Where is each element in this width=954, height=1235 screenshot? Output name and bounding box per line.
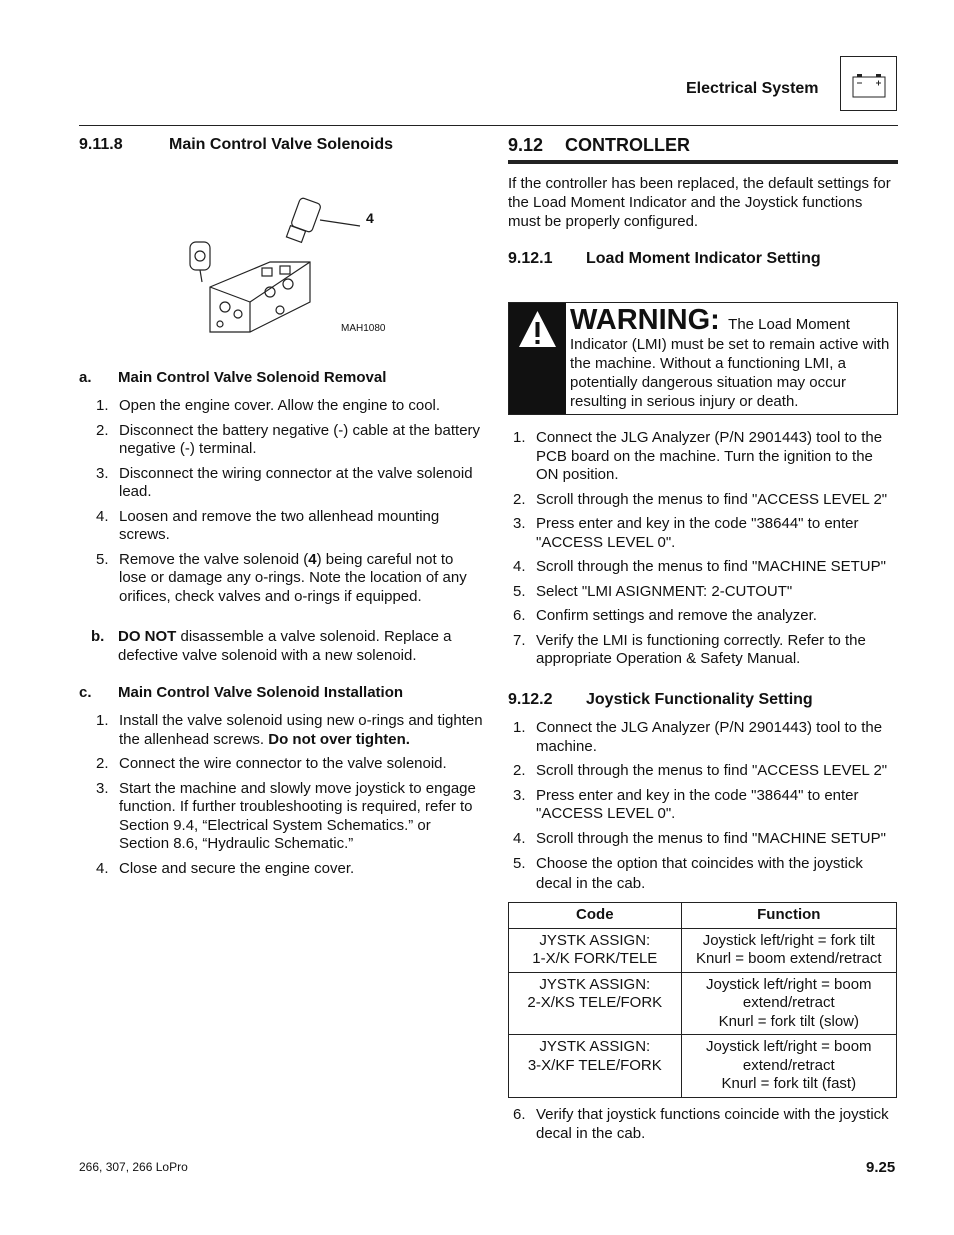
list-item: 1. Connect the JLG Analyzer (P/N 2901443) tool to the PCB board on the machine. Turn the ignition to the ON position. xyxy=(513,429,883,483)
step-text: Connect the JLG Analyzer (P/N 2901443) tool to the PCB board on the machine. Turn the ignition to the ON position. xyxy=(536,429,883,483)
step-text: Select "LMI ASIGNMENT: 2-CUTOUT" xyxy=(536,582,793,600)
section-heading-9-11-8 xyxy=(79,136,484,154)
note-b-label: b. xyxy=(91,628,105,645)
list-item: 3. Disconnect the wiring connector at the valve solenoid lead. xyxy=(96,464,473,500)
footer-models: 266, 307, 266 LoPro xyxy=(79,1160,188,1174)
step-text: Press enter and key in the code "38644" to enter "ACCESS LEVEL 0". xyxy=(536,786,859,822)
section-rule xyxy=(508,160,898,164)
warning-box xyxy=(508,302,898,415)
list-item: 4. Scroll through the menus to find "MACHINE SETUP" xyxy=(513,558,886,575)
section-title: CONTROLLER xyxy=(565,135,690,155)
removal-label: a. xyxy=(79,369,92,386)
list-item: 1. Install the valve solenoid using new o-rings and tighten the allenhead screws. Do not over tighten. xyxy=(96,712,483,748)
lmi-title: Load Moment Indicator Setting xyxy=(586,250,821,267)
cell-line: Joystick left/right = fork tilt xyxy=(702,931,875,949)
install-title: Main Control Valve Solenoid Installation xyxy=(118,684,404,701)
cell-line: 3-X/KF TELE/FORK xyxy=(527,1056,662,1074)
code-cell xyxy=(509,1035,682,1098)
cell-line: extend/retract xyxy=(742,994,835,1011)
install-heading xyxy=(79,684,484,701)
table-row xyxy=(509,1035,897,1098)
list-item: 4. Scroll through the menus to find "MACHINE SETUP" xyxy=(513,829,886,847)
step-text: Choose the option that coincides with the joystick decal in the cab. xyxy=(536,855,863,892)
joystick-steps xyxy=(508,719,898,894)
cell-line: JYSTK ASSIGN: xyxy=(539,931,651,949)
step-text: Verify that joystick functions coincide with the joystick decal in the cab. xyxy=(536,1106,889,1142)
cell-line: Joystick left/right = boom xyxy=(706,1038,872,1055)
step-text: Disconnect the battery negative (-) cable at the battery negative (-) terminal. xyxy=(119,421,481,457)
table-header-function: Function xyxy=(681,903,896,929)
list-item: 4. Loosen and remove the two allenhead mounting screws. xyxy=(96,507,440,543)
warning-word: WARNING: xyxy=(570,304,720,336)
step-text: Start the machine and slowly move joystick to engage function. If further troubleshooting is required, refer to Section 9.4, “Electrical System Schematics.” or Section 8.6, “Hydraulic Schematic.” xyxy=(119,779,476,852)
cell-line: Knurl = fork tilt (slow) xyxy=(718,1012,860,1030)
list-item: 7. Verify the LMI is functioning correctly. Refer to the appropriate Operation & Safety Manual. xyxy=(513,631,866,667)
warning-text-block xyxy=(570,305,895,411)
controller-intro: If the controller has been replaced, the default settings for the Load Moment Indicator and the Joystick functions must be properly configured. xyxy=(508,175,891,230)
note-b xyxy=(79,627,484,665)
step-text: Scroll through the menus to find "ACCESS LEVEL 2" xyxy=(536,490,888,508)
step-text: Press enter and key in the code "38644" to enter "ACCESS LEVEL 0". xyxy=(536,515,859,551)
cell-line: Knurl = fork tilt (fast) xyxy=(721,1075,857,1092)
cell-line: JYSTK ASSIGN: xyxy=(539,1038,651,1055)
lmi-number: 9.12.1 xyxy=(508,250,553,267)
list-item: 2. Disconnect the battery negative (-) cable at the battery negative (-) terminal. xyxy=(96,421,481,457)
step-text: Open the engine cover. Allow the engine to cool. xyxy=(119,397,441,414)
removal-steps xyxy=(79,397,484,606)
note-b-bold: DO NOT xyxy=(118,628,177,645)
joystick-title: Joystick Functionality Setting xyxy=(586,691,813,708)
table-header-code: Code xyxy=(509,903,682,929)
step-text: Loosen and remove the two allenhead mounting screws. xyxy=(119,507,440,543)
step-text: Scroll through the menus to find "MACHINE SETUP" xyxy=(536,558,886,575)
section-heading-9-12 xyxy=(508,135,898,156)
cell-line: extend/retract xyxy=(742,1056,835,1074)
figure-callout: 4 xyxy=(366,210,374,226)
battery-icon xyxy=(841,57,896,110)
list-item: 5. Select "LMI ASIGNMENT: 2-CUTOUT" xyxy=(513,582,793,600)
list-item: 6. Verify that joystick functions coincide with the joystick decal in the cab. xyxy=(513,1106,889,1142)
list-item: 3. Press enter and key in the code "38644" to enter "ACCESS LEVEL 0". xyxy=(513,515,859,551)
list-item: 2. Scroll through the menus to find "ACCESS LEVEL 2" xyxy=(513,490,888,508)
step-text: Scroll through the menus to find "MACHINE SETUP" xyxy=(536,829,886,847)
list-item: 4. Close and secure the engine cover. xyxy=(96,859,355,877)
cell-line: 1-X/K FORK/TELE xyxy=(532,950,658,967)
cell-line: Knurl = boom extend/retract xyxy=(696,950,882,967)
lmi-steps xyxy=(508,429,898,669)
lmi-heading xyxy=(508,250,898,268)
header-rule xyxy=(79,125,898,126)
joystick-heading xyxy=(508,691,898,709)
removal-heading xyxy=(79,369,484,386)
cell-line: Joystick left/right = boom xyxy=(706,975,872,993)
code-cell xyxy=(509,928,682,972)
install-steps xyxy=(79,712,484,878)
section-number: 9.12 xyxy=(508,135,544,155)
note-b-text: disassemble a valve solenoid. Replace a defective valve solenoid with a new solenoid. xyxy=(118,628,452,664)
function-cell xyxy=(681,928,896,972)
table-header-row xyxy=(509,903,897,929)
step-text: Remove the valve solenoid (4) being careful not to lose or damage any o-rings. Note the location of any orifices, check valves and o-rings if equipped. xyxy=(119,550,467,605)
joystick-final-step xyxy=(508,1106,898,1143)
joystick-code-table xyxy=(508,902,897,1098)
list-item: 6. Confirm settings and remove the analyzer. xyxy=(513,607,817,624)
callout-reference: 4 xyxy=(308,550,317,568)
warning-triangle-icon xyxy=(509,303,566,363)
step-text: Verify the LMI is functioning correctly. Refer to the appropriate Operation & Safety Manual. xyxy=(536,631,866,667)
list-item: 3. Start the machine and slowly move joystick to engage function. If further troubleshooting is required, refer to Section 9.4, “Electrical System Schematics.” or Section 8.6, “Hydraulic Schematic.” xyxy=(96,779,476,852)
step-text: Connect the JLG Analyzer (P/N 2901443) tool to the machine. xyxy=(536,719,883,755)
figure-caption: MAH1080 xyxy=(341,323,386,334)
step-text: Confirm settings and remove the analyzer. xyxy=(536,607,817,624)
cell-line: JYSTK ASSIGN: xyxy=(539,975,651,993)
joystick-number: 9.12.2 xyxy=(508,691,553,708)
valve-solenoid-figure xyxy=(180,192,400,342)
warning-bar xyxy=(509,303,566,414)
warning-text: The Load Moment Indicator (LMI) must be set to remain active with the machine. Without a functioning LMI, a potentially dangerous situation may occur resulting in serious injury or death. xyxy=(570,316,890,410)
list-item: 5. Remove the valve solenoid (4) being careful not to lose or damage any o-rings. Note the location of any orifices, check valves and o-rings if equipped. xyxy=(96,550,467,605)
install-label: c. xyxy=(79,684,92,701)
code-cell xyxy=(509,972,682,1035)
step-text: Close and secure the engine cover. xyxy=(119,859,355,877)
function-cell xyxy=(681,1035,896,1098)
section-number: 9.11.8 xyxy=(79,136,123,153)
section-header-title: Electrical System xyxy=(686,80,819,97)
list-item: 1. Open the engine cover. Allow the engine to cool. xyxy=(96,397,441,414)
table-row xyxy=(509,972,897,1035)
function-cell xyxy=(681,972,896,1035)
section-title: Main Control Valve Solenoids xyxy=(169,136,394,153)
step-text: Scroll through the menus to find "ACCESS LEVEL 2" xyxy=(536,762,888,779)
list-item: 3. Press enter and key in the code "38644" to enter "ACCESS LEVEL 0". xyxy=(513,786,859,822)
battery-icon-box xyxy=(840,56,897,111)
table-row xyxy=(509,928,897,972)
list-item: 2. Scroll through the menus to find "ACCESS LEVEL 2" xyxy=(513,762,888,779)
list-item: 2. Connect the wire connector to the valve solenoid. xyxy=(96,755,447,772)
removal-title: Main Control Valve Solenoid Removal xyxy=(118,369,387,386)
step-text: Connect the wire connector to the valve solenoid. xyxy=(119,755,447,772)
step-text: Disconnect the wiring connector at the valve solenoid lead. xyxy=(119,464,473,500)
list-item: 5. Choose the option that coincides with the joystick decal in the cab. xyxy=(513,855,863,892)
step-text: Install the valve solenoid using new o-rings and tighten the allenhead screws. xyxy=(119,712,483,748)
step-bold: Do not over tighten. xyxy=(268,730,410,748)
page-number: 9.25 xyxy=(866,1159,896,1176)
cell-line: 2-X/KS TELE/FORK xyxy=(527,994,663,1011)
list-item: 1. Connect the JLG Analyzer (P/N 2901443) tool to the machine. xyxy=(513,719,883,755)
